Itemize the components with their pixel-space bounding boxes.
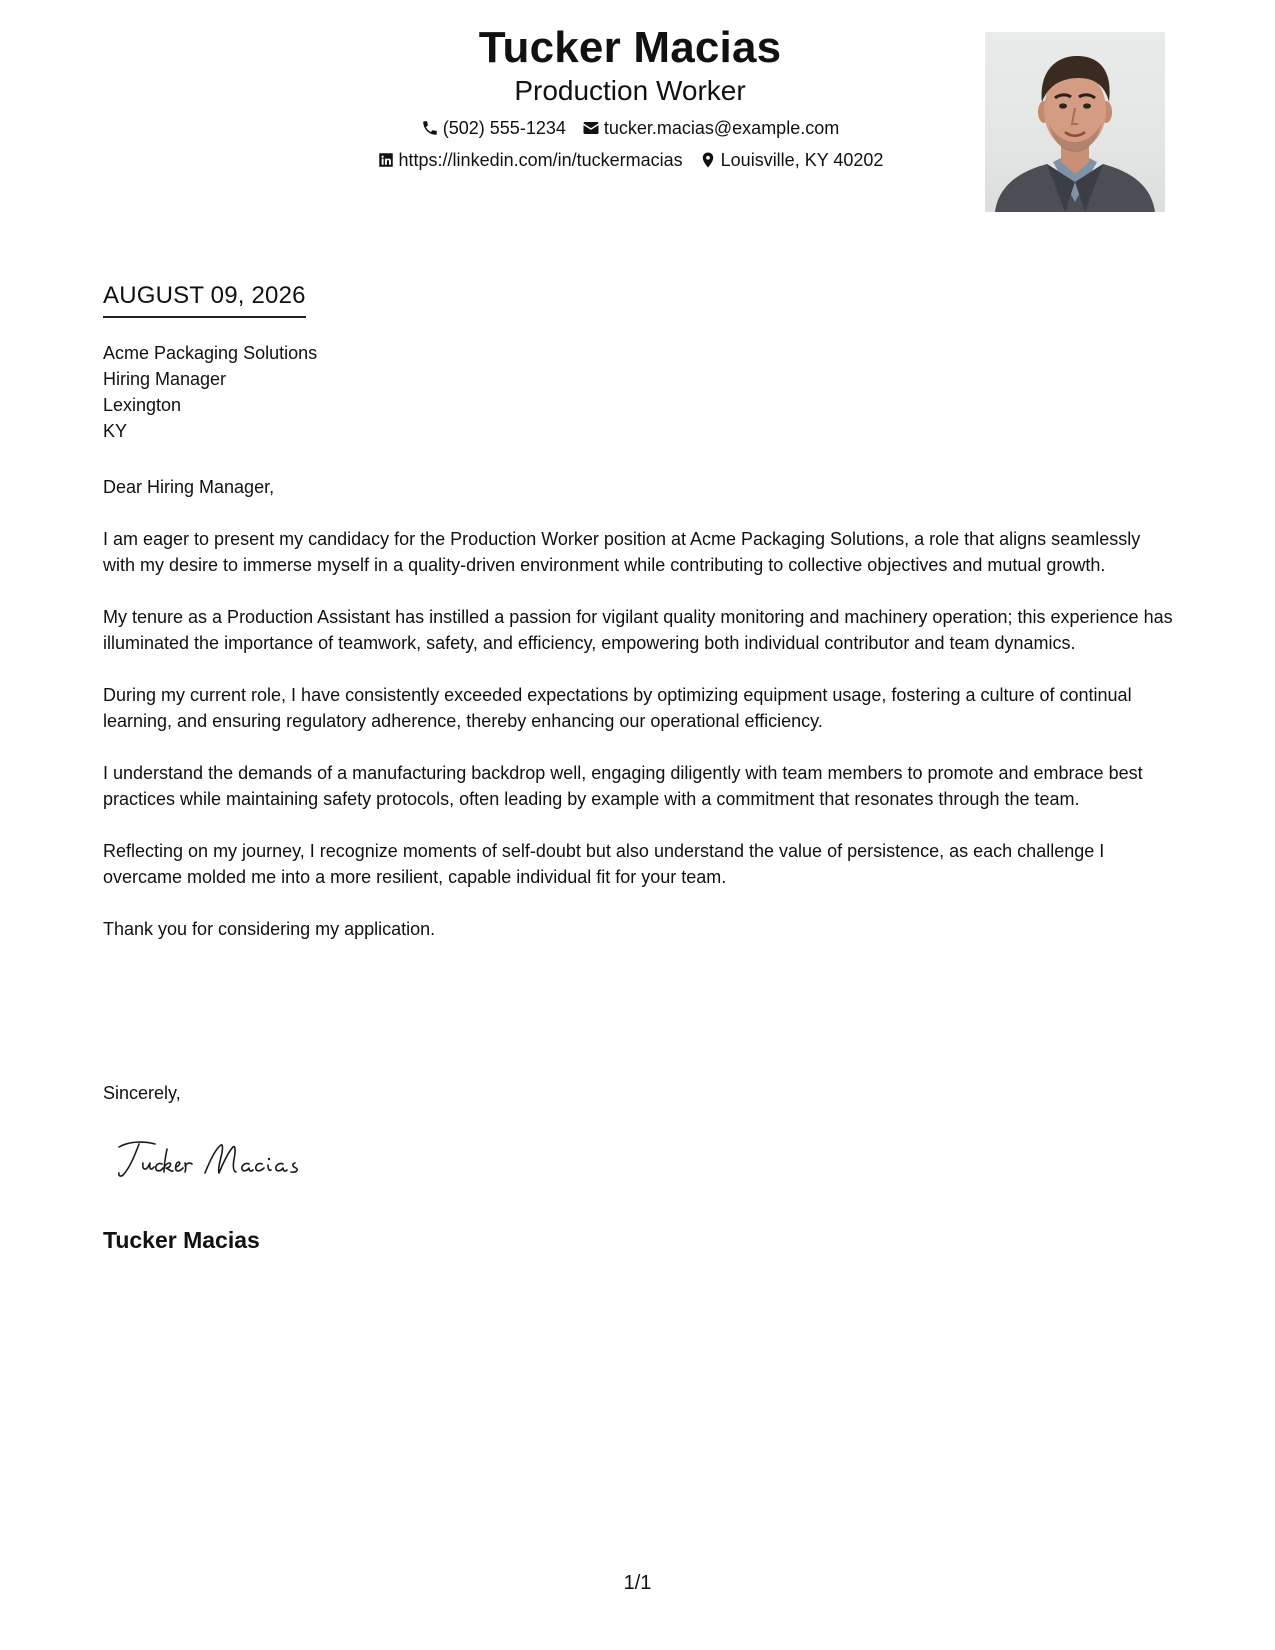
letter-body xyxy=(103,474,1173,968)
job-title: Production Worker xyxy=(514,75,746,106)
email-text[interactable]: tucker.macias@example.com xyxy=(603,118,840,138)
contact-row-1 xyxy=(230,116,1030,140)
signer-name: Tucker Macias xyxy=(103,1227,260,1253)
contact-linkedin[interactable] xyxy=(377,148,683,172)
contact-row-2 xyxy=(230,148,1030,172)
page-number: 1/1 xyxy=(623,1572,652,1594)
recipient-city: Lexington xyxy=(103,395,182,415)
body-paragraph: I am eager to present my candidacy for the Production Worker position at Acme Packaging Solutions, a role that aligns seamlessly with my desire to immerse myself in a quality-driven environment while contributing to collective objectives and mutual growth. xyxy=(103,529,1141,575)
recipient-block xyxy=(103,340,317,444)
recipient-state: KY xyxy=(103,421,128,441)
portrait-illustration xyxy=(985,32,1165,212)
contact-location xyxy=(699,148,884,172)
body-paragraph: During my current role, I have consistently exceeded expectations by optimizing equipment usage, fostering a culture of continual learning, and ensuring regulatory adherence, thereby enhancing our operational efficiency. xyxy=(103,685,1132,731)
body-paragraph: Reflecting on my journey, I recognize moments of self-doubt but also understand the value of persistence, as each challenge I overcame molded me into a more resilient, capable individual fit for your team. xyxy=(103,841,1105,887)
letter-date: AUGUST 09, 2026 xyxy=(103,280,306,318)
recipient-company: Acme Packaging Solutions xyxy=(103,343,318,363)
applicant-name: Tucker Macias xyxy=(478,23,782,72)
recipient-contact: Hiring Manager xyxy=(103,369,227,389)
body-paragraph: My tenure as a Production Assistant has instilled a passion for vigilant quality monitoring and machinery operation; this experience has illuminated the importance of teamwork, safety, and efficiency, empowering both individual contributor and team dynamics. xyxy=(103,607,1173,653)
salutation: Dear Hiring Manager, xyxy=(103,477,275,497)
body-paragraph: Thank you for considering my application. xyxy=(103,919,436,939)
body-paragraph: I understand the demands of a manufacturing backdrop well, engaging diligently with team members to promote and embrace best practices while maintaining safety protocols, often leading by example with a commitment that resonates through the team. xyxy=(103,763,1143,809)
envelope-icon xyxy=(582,119,600,137)
phone-icon xyxy=(421,119,439,137)
linkedin-text[interactable]: https://linkedin.com/in/tuckermacias xyxy=(398,150,683,170)
map-pin-icon xyxy=(699,151,717,169)
location-text: Louisville, KY 40202 xyxy=(720,150,884,170)
linkedin-icon xyxy=(377,151,395,169)
contact-email[interactable] xyxy=(582,116,839,140)
handwritten-signature xyxy=(115,1135,355,1185)
header xyxy=(230,22,1030,172)
profile-photo xyxy=(985,32,1165,212)
phone-text: (502) 555-1234 xyxy=(442,118,566,138)
contact-phone xyxy=(421,116,566,140)
closing: Sincerely, xyxy=(103,1083,181,1103)
signature-drawing xyxy=(115,1135,355,1185)
